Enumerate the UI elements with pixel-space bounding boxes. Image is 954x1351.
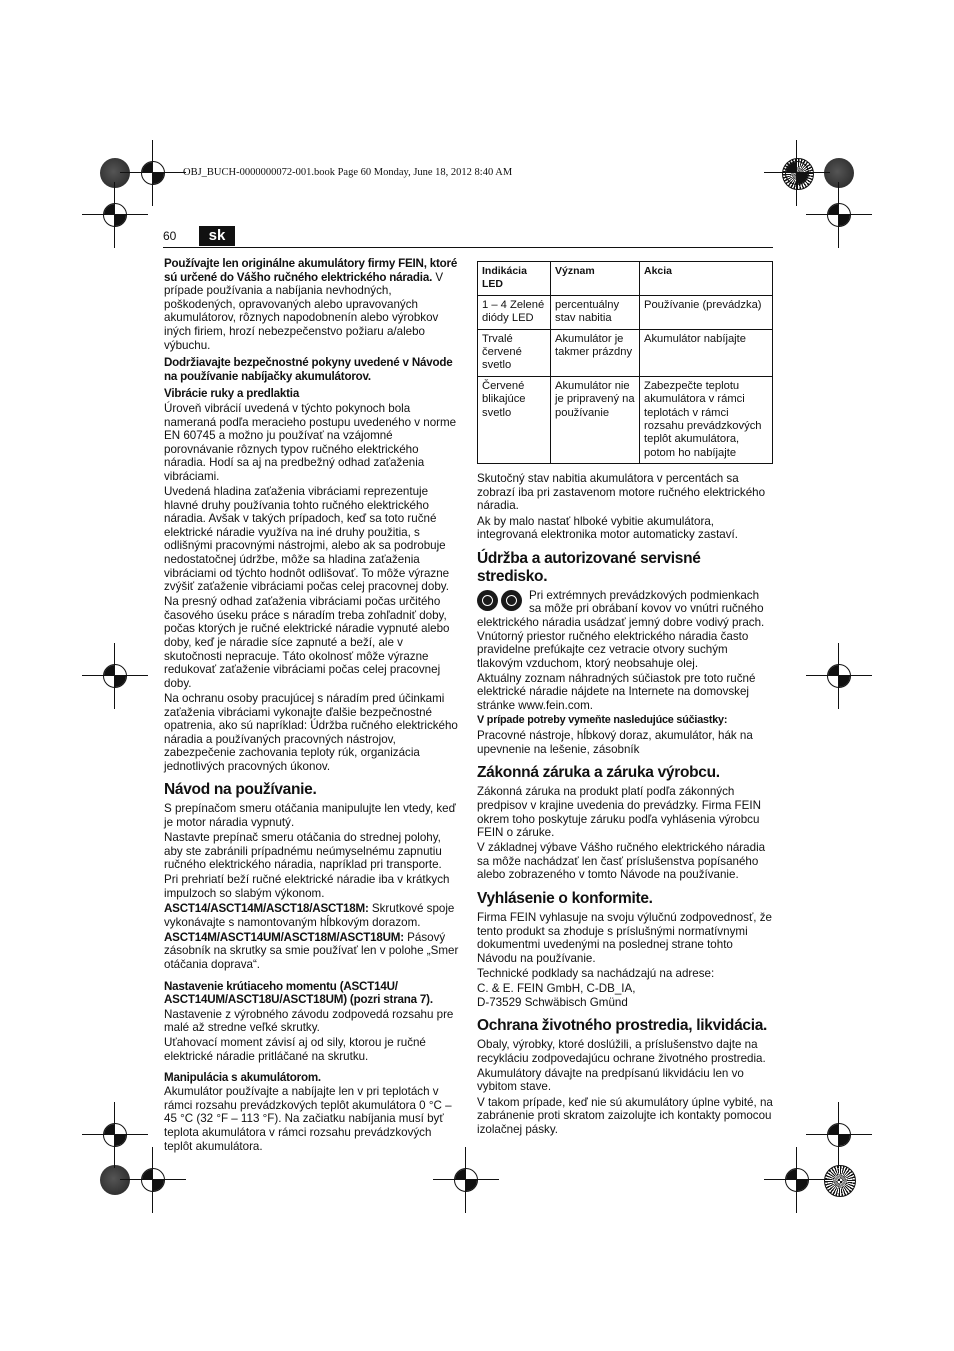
eye-protection-icon <box>477 590 498 611</box>
vibration-paragraph-3: Na presný odhad zaťaženia vibráciami počas určitého časového úseku práce s náradím treba zohľadniť doby, počas ktorých je ručné elektrické náradie vypnuté alebo doby, keď je náradie síce zapnuté a beží, ale v skutočnosti nepracuje. Táto okolnosť môže výrazne redukovať zaťaženie vibráciami počas celej pracovnej doby. <box>164 595 450 690</box>
vibration-heading: Vibrácie ruky a predlaktia <box>164 387 300 401</box>
battery-warning-paragraph <box>164 257 459 352</box>
registration-mark-lower-right <box>824 1120 854 1150</box>
torque-heading: Nastavenie krútiaceho momentu (ASCT14U/ ASCT14UM/ASCT18U/ASCT18UM) (pozri strana 7). <box>164 979 433 1007</box>
registration-mark-upper-left <box>100 200 130 230</box>
registration-mark-top-right <box>782 158 812 188</box>
model-note-a-text: Skrutkové spoje vykonávajte s namontovaným hĺbkovým dorazom. <box>164 902 455 929</box>
battery-warning-text: V prípade používania a nabíjania nevhodných, poškodených, opravovaných alebo upravovaných akumulátorov, rôznych napodobnenín alebo výrobkov iných firiem, hrozí nebezpečenstvo požiaru a/alebo výbuchu. <box>164 270 444 352</box>
left-column <box>164 257 459 1155</box>
table-cell: Zabezpečte teplotu akumulátora v rámci teplotách v rámci rozsahu prevádzkových teplôt akumulátora, potom ho nabíjajte <box>640 376 773 463</box>
printer-mark-bottom-right-sunburst <box>824 1165 856 1197</box>
torque-paragraph-1: Nastavenie z výrobného závodu zodpovedá rozsahu pre malé až stredne veľké skrutky. <box>164 1007 454 1035</box>
table-header-row <box>478 262 773 296</box>
instructions-paragraph-3: Pri prehriatí beží ručné elektrické náradie iba v krátkych impulzoch so slabým výkonom. <box>164 873 450 901</box>
table-header-cell: Akcia <box>640 262 773 296</box>
charge-state-note: Skutočný stav nabitia akumulátora v percentách sa zobrazí iba pri zastavenom motore ručného elektrického náradia. <box>477 472 766 513</box>
model-list-b: ASCT14M/ASCT14UM/ASCT18M/ASCT18UM: <box>164 930 404 944</box>
parts-list: Pracovné nástroje, hĺbkový doraz, akumulátor, hák na upevnenie na lešenie, zásobník <box>477 729 753 756</box>
book-header-line: OBJ_BUCH-0000000072-001.book Page 60 Monday, June 18, 2012 8:40 AM <box>183 167 513 178</box>
model-note-magazine <box>164 931 459 972</box>
conformity-paragraph-1: Firma FEIN vyhlasuje na svoju výlučnú zodpovednosť, že tento produkt sa zhoduje s príslušnými normatívnymi dokumentmi uvedenými na poslednej strane tohto Návodu na používanie. <box>477 911 772 965</box>
conformity-heading: Vyhlásenie o konformite. <box>477 890 653 908</box>
ear-protection-icon <box>501 590 522 611</box>
model-note-depth-stop <box>164 902 459 929</box>
registration-mark-bottom-center <box>451 1165 481 1195</box>
vibration-paragraph-4: Na ochranu osoby pracujúcej s náradím pred účinkami zaťaženia vibráciami vykonajte ďalšie bezpečnostné opatrenia, ako sú napríklad: Údržba ručného elektrického náradia a používaných pracovných nástrojov, zabezpečenie zachovania teploty rúk, organizácia jednotlivých pracovných úkonov. <box>164 691 458 773</box>
battery-handling-paragraph: Akumulátor používajte a nabíjajte len v pri teplotách v rámci rozsahu prevádzkových teplôt akumulátora 0 °C – 45 °C (32 °F – 113 °F). Na začiatku nabíjania musí byť teplota akumulátora v rámci rozsahu prevádzkových teplôt akumulátora. <box>164 1085 452 1153</box>
instructions-paragraph-2: Nastavte prepínač smeru otáčania do strednej polohy, aby ste zabránili prípadnému neúmyselnému zapnutiu ručného elektrického náradia, napríklad pri transporte. <box>164 831 442 872</box>
table-cell: percentuálny stav nabitia <box>551 295 640 329</box>
registration-mark-bottom-right <box>782 1165 812 1195</box>
warranty-paragraph-2: V základnej výbave Vášho ručného elektrického náradia sa môže nachádzať len časť príslušenstva popísaného alebo zobrazeného v tomto Návode na používanie. <box>477 841 766 882</box>
table-header-cell: Indikácia LED <box>478 262 551 296</box>
parts-replacement-note: V prípade potreby vymeňte nasledujúce súčiastky: <box>477 714 728 727</box>
registration-mark-mid-right <box>824 661 854 691</box>
service-paragraph-1-text: Pri extrémnych prevádzkových podmienkach sa môže pri obrábaní kovov vo vnútri ručného elektrického náradia usádzať jemný dobre vodivý prach. Vnútorný priestor ručného elektrického náradia často pravidelne prefúkajte cez vetracie otvory suchým tlakovým vzduchom, ktorý neobsahuje olej. <box>477 588 765 670</box>
table-cell: Červené blikajúce svetlo <box>478 376 551 463</box>
torque-paragraph-2: Uťahovací moment závisí aj od sily, ktorou je ručné elektrické náradie pritláčané na skrutku. <box>164 1036 426 1064</box>
service-paragraph-2: Aktuálny zoznam náhradných súčiastok pre toto ručné elektrické náradie nájdete na Internete na domovskej stránke www.fein.com. <box>477 671 756 712</box>
language-tag: sk <box>199 226 235 246</box>
table-row <box>478 376 773 463</box>
header-rule <box>163 247 773 248</box>
instructions-heading: Návod na používanie. <box>164 781 317 799</box>
environment-paragraph-1: Obaly, výrobky, ktoré doslúžili, a príslušenstvo dajte na recykláciu zodpovedajúcu ochrane životného prostredia. <box>477 1038 766 1065</box>
table-cell: Akumulátor je takmer prázdny <box>551 329 640 376</box>
table-cell: Používanie (prevádzka) <box>640 295 773 329</box>
table-cell: Akumulátor nie je pripravený na používanie <box>551 376 640 463</box>
table-cell: 1 – 4 Zelené diódy LED <box>478 295 551 329</box>
table-cell: Trvalé červené svetlo <box>478 329 551 376</box>
battery-warning-bold: Používajte len originálne akumulátory firmy FEIN, ktoré sú určené do Vášho ručného elektrického náradia. <box>164 257 458 284</box>
right-column <box>477 257 774 1138</box>
table-cell: Akumulátor nabíjajte <box>640 329 773 376</box>
vibration-paragraph-2: Uvedená hladina zaťaženia vibráciami reprezentuje hlavné druhy používania tohto ručného elektrického náradia. Avšak v takých prípadoch, keď sa toto ručné elektrické náradie využíva na iné druhy použitia, s odlišnými pracovnými nástrojmi, alebo ak sa podrobuje nedostatočnej údržbe, môže sa hladina zaťaženia vibráciami od týchto hodnôt odlišovať. To môže výrazne zvýšiť zaťaženie vibráciami počas celej pracovnej doby. <box>164 485 450 594</box>
registration-mark-bottom-left <box>138 1165 168 1195</box>
registration-mark-mid-left <box>100 661 130 691</box>
printer-mark-top-right-ball <box>824 158 854 188</box>
registration-mark-top-left <box>138 158 168 188</box>
model-note-b-text: Pásový zásobník na skrutky sa smie používať len v polohe „Smer otáčania doprava“. <box>164 930 459 971</box>
conformity-paragraph-2: Technické podklady sa nachádzajú na adrese: <box>477 966 715 980</box>
warranty-paragraph-1: Zákonná záruka na produkt platí podľa zákonných predpisov v krajine uvedenia do prevádzky. Firma FEIN okrem toho poskytuje záruku podľa vyhlásenia výrobcu FEIN o záruke. <box>477 785 761 840</box>
environment-paragraph-2: Akumulátory dávajte na predpísanú likvidáciu len vo vybitom stave. <box>477 1066 744 1094</box>
environment-heading: Ochrana životného prostredia, likvidácia. <box>477 1017 768 1035</box>
service-heading: Údržba a autorizované servisné stredisko. <box>477 549 701 585</box>
printer-mark-top-left-ball <box>100 158 130 188</box>
page-number: 60 <box>163 229 177 243</box>
table-header-cell: Význam <box>551 262 640 296</box>
safety-icons <box>477 590 525 615</box>
registration-mark-upper-right <box>824 200 854 230</box>
address-line-2: D-73529 Schwäbisch Gmünd <box>477 995 628 1009</box>
environment-paragraph-3: V takom prípade, keď nie sú akumulátory úplne vybité, na zabránenie proti skratom zaizolujte ich kontakty pomocou izolačnej pásky. <box>477 1095 773 1136</box>
warranty-heading: Zákonná záruka a záruka výrobcu. <box>477 764 720 782</box>
battery-handling-heading: Manipulácia s akumulátorom. <box>164 1070 321 1084</box>
charger-safety-note: Dodržiavajte bezpečnostné pokyny uvedené v Návode na používanie nabíjačky akumulátorov. <box>164 356 453 383</box>
address-line-1: C. & E. FEIN GmbH, C-DB_IA, <box>477 982 636 995</box>
service-paragraph-1 <box>477 589 774 671</box>
registration-mark-lower-left <box>100 1120 130 1150</box>
table-row <box>478 329 773 376</box>
deep-discharge-note: Ak by malo nastať hlboké vybitie akumulátora, integrovaná elektronika motor automaticky zastaví. <box>477 514 738 542</box>
led-status-table <box>477 261 773 464</box>
vibration-paragraph-1: Úroveň vibrácií uvedená v týchto pokynoch bola nameraná podľa meracieho postupu uvedeného v norme EN 60745 a možno ju používať na vzájomné porovnávanie rôznych typov ručného elektrického náradia. Hodí sa aj na predbežný odhad zaťaženia vibráciami. <box>164 401 457 483</box>
table-row <box>478 295 773 329</box>
model-list-a: ASCT14/ASCT14M/ASCT18/ASCT18M: <box>164 902 369 916</box>
instructions-paragraph-1: S prepínačom smeru otáčania manipulujte len vtedy, keď je motor náradia vypnutý. <box>164 802 456 830</box>
